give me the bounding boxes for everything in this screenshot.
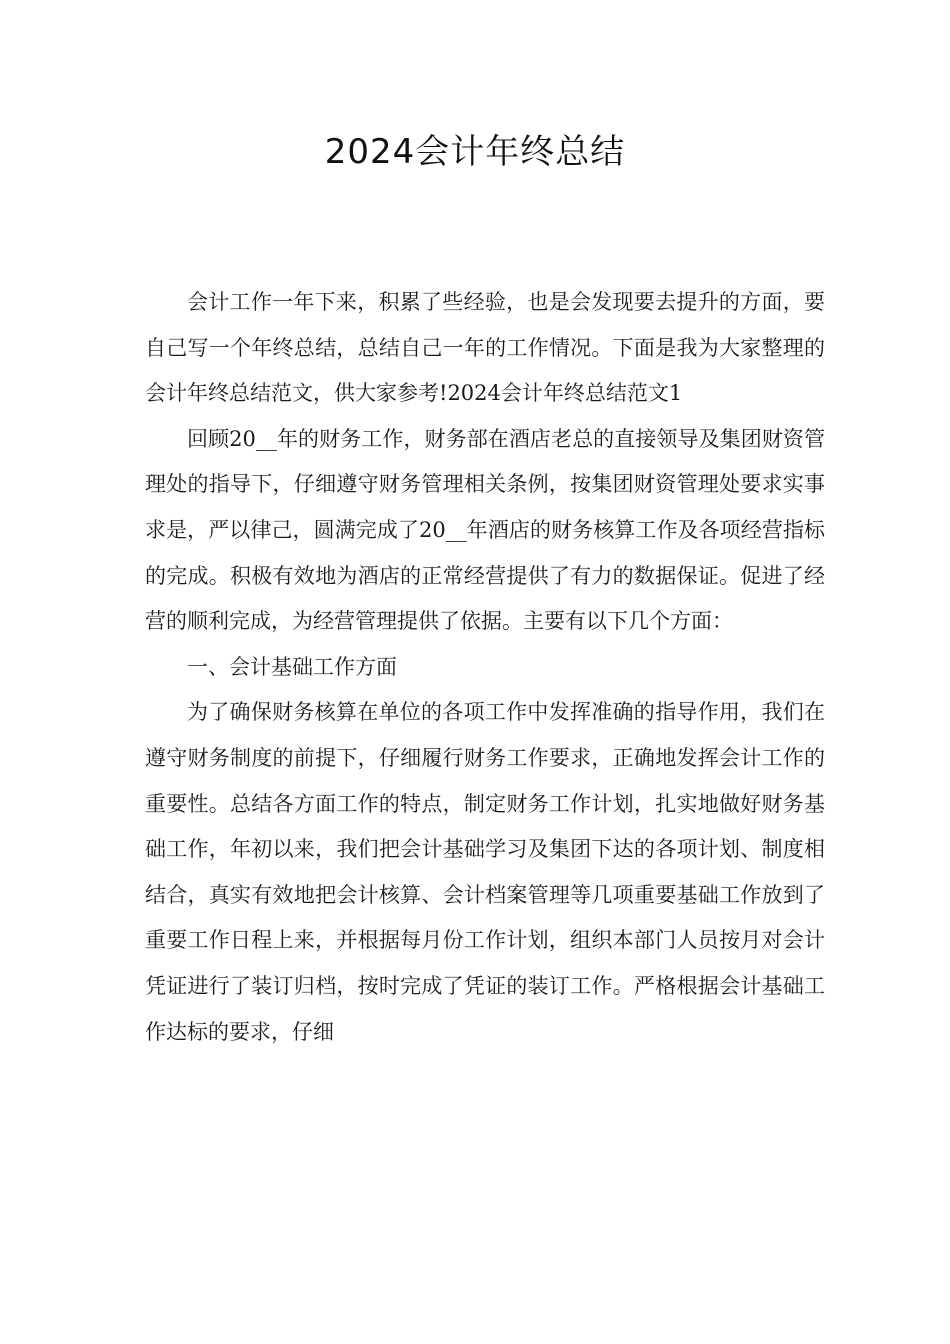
document-title: 2024会计年终总结 [324, 132, 626, 172]
paragraph-review: 回顾20__年的财务工作，财务部在酒店老总的直接领导及集团财资管理处的指导下，仔细遵守财务管理相关条例，按集团财资管理处要求实事求是，严以律己，圆满完成了20__年酒店的财务核算工作及各项经营指标的完成。积极有效地为酒店的正常经营提供了有力的数据保证。促进了经营的顺利完成，为经营管理提供了依据。主要有以下几个方面： [145, 426, 825, 634]
paragraph-intro: 会计工作一年下来，积累了些经验，也是会发现要去提升的方面，要自己写一个年终总结，总结自己一年的工作情况。下面是我为大家整理的会计年终总结范文，供大家参考!2024会计年终总结范文1 [145, 290, 825, 406]
section-heading-accounting-basics: 一、会计基础工作方面 [187, 654, 397, 679]
document-body [145, 280, 825, 1055]
paragraph-accounting-basics: 为了确保财务核算在单位的各项工作中发挥准确的指导作用，我们在遵守财务制度的前提下，仔细履行财务工作要求，正确地发挥会计工作的重要性。总结各方面工作的特点，制定财务工作计划，扎实地做好财务基础工作，年初以来，我们把会计基础学习及集团下达的各项计划、制度相结合，真实有效地把会计核算、会计档案管理等几项重要基础工作放到了重要工作日程上来，并根据每月份工作计划，组织本部门人员按月对会计凭证进行了装订归档，按时完成了凭证的装订工作。严格根据会计基础工作达标的要求，仔细 [145, 700, 825, 1044]
